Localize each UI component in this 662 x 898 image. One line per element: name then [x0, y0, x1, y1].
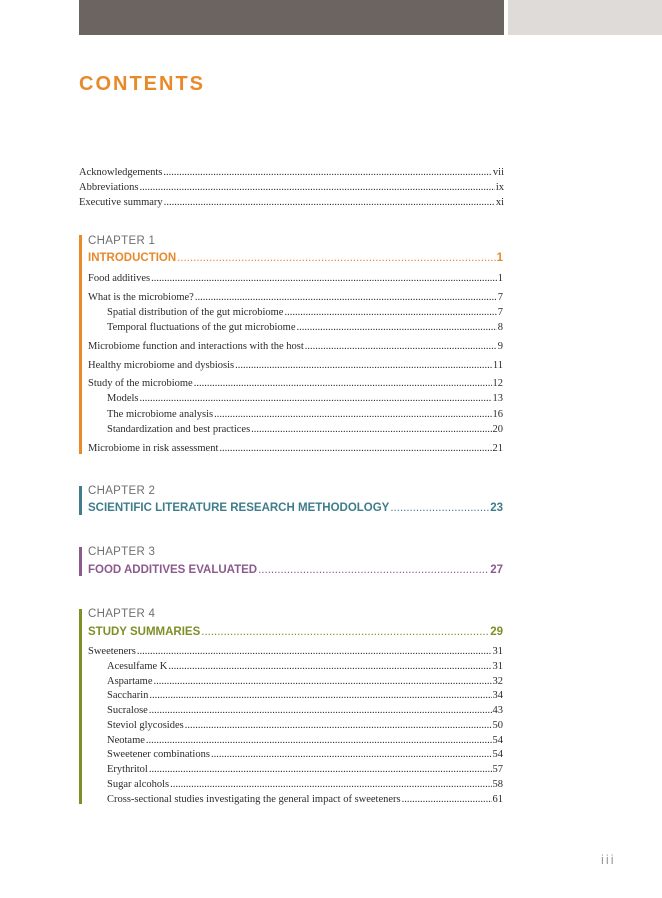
toc-entry-acknowledgements[interactable]: Acknowledgements ..... vii	[79, 166, 504, 179]
toc-subentry[interactable]: Models ..... 13	[107, 392, 503, 405]
chapter-2-title[interactable]: SCIENTIFIC LITERATURE RESEARCH METHODOLOGY ..... 23	[88, 502, 503, 514]
chapter-4-accent-bar	[79, 609, 82, 804]
page-number: iii	[601, 852, 616, 867]
chapter-3-title[interactable]: FOOD ADDITIVES EVALUATED ..... 27	[88, 564, 503, 576]
toc-entry[interactable]: What is the microbiome? ..... 7	[88, 291, 503, 304]
toc-subentry[interactable]: Sucralose ..... 43	[107, 704, 503, 717]
chapter-3-label: CHAPTER 3	[88, 546, 156, 558]
header-bar-light	[508, 0, 662, 35]
toc-subentry[interactable]: Spatial distribution of the gut microbiome ..... 7	[107, 306, 503, 319]
toc-entry[interactable]: Food additives ..... 1	[88, 272, 503, 285]
chapter-1-label: CHAPTER 1	[88, 235, 156, 247]
toc-subentry[interactable]: Saccharin ..... 34	[107, 689, 503, 702]
toc-subentry[interactable]: Steviol glycosides ..... 50	[107, 719, 503, 732]
toc-subentry[interactable]: Cross-sectional studies investigating the general impact of sweeteners ..... 61	[107, 793, 503, 806]
toc-subentry[interactable]: Standardization and best practices ..... 20	[107, 423, 503, 436]
chapter-2-label: CHAPTER 2	[88, 485, 156, 497]
toc-entry[interactable]: Sweeteners ..... 31	[88, 645, 503, 658]
toc-subentry[interactable]: Acesulfame K ..... 31	[107, 660, 503, 673]
toc-entry-executive-summary[interactable]: Executive summary ..... xi	[79, 196, 504, 209]
toc-subentry[interactable]: Sweetener combinations ..... 54	[107, 748, 503, 761]
toc-subentry[interactable]: Temporal fluctuations of the gut microbiome ..... 8	[107, 321, 503, 334]
toc-entry[interactable]: Microbiome in risk assessment ..... 21	[88, 442, 503, 455]
toc-subentry[interactable]: The microbiome analysis ..... 16	[107, 408, 503, 421]
toc-subentry[interactable]: Sugar alcohols ..... 58	[107, 778, 503, 791]
toc-entry[interactable]: Healthy microbiome and dysbiosis ..... 11	[88, 359, 503, 372]
chapter-4-label: CHAPTER 4	[88, 608, 156, 620]
toc-entry[interactable]: Study of the microbiome ..... 12	[88, 377, 503, 390]
toc-subentry[interactable]: Aspartame ..... 32	[107, 675, 503, 688]
toc-entry[interactable]: Microbiome function and interactions with the host ..... 9	[88, 340, 503, 353]
chapter-1-title[interactable]: INTRODUCTION ..... 1	[88, 252, 503, 264]
toc-entry-abbreviations[interactable]: Abbreviations ..... ix	[79, 181, 504, 194]
page-title: CONTENTS	[79, 73, 205, 95]
chapter-4-title[interactable]: STUDY SUMMARIES ..... 29	[88, 626, 503, 638]
header-bar-dark	[79, 0, 504, 35]
toc-subentry[interactable]: Neotame ..... 54	[107, 734, 503, 747]
chapter-3-accent-bar	[79, 547, 82, 576]
chapter-1-accent-bar	[79, 235, 82, 454]
toc-subentry[interactable]: Erythritol ..... 57	[107, 763, 503, 776]
chapter-2-accent-bar	[79, 486, 82, 515]
